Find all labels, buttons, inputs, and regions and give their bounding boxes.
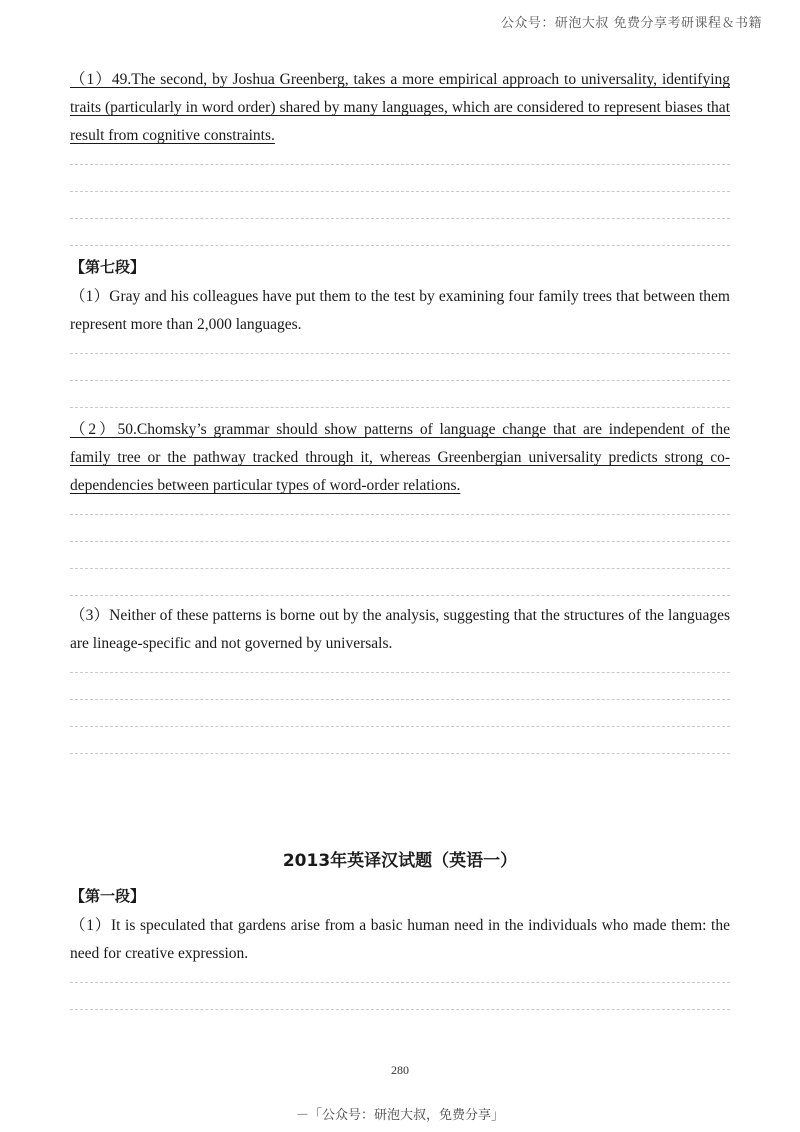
answer-line <box>70 353 730 354</box>
answer-line <box>70 191 730 192</box>
exam-title: 2013年英译汉试题（英语一） <box>282 851 518 871</box>
answer-line <box>70 1009 730 1010</box>
header-watermark: 公众号：研泡大叔 免费分享考研课程＆书籍 <box>500 16 762 31</box>
answer-line <box>70 726 730 727</box>
answer-line <box>70 407 730 408</box>
answer-lines <box>70 164 730 246</box>
paragraph-7-sentence-3: （3）Neither of these patterns is borne out by the analysis, suggesting that the structures of the languages are lineage-specific and not governed by universals. <box>70 607 730 652</box>
answer-line <box>70 595 730 596</box>
answer-line <box>70 699 730 700</box>
answer-line <box>70 218 730 219</box>
answer-lines <box>70 353 730 408</box>
answer-line <box>70 672 730 673</box>
page-content <box>70 66 730 1010</box>
page-number: 280 <box>391 1063 409 1077</box>
answer-lines <box>70 982 730 1010</box>
answer-line <box>70 568 730 569</box>
section-heading-7: 【第七段】 <box>70 258 146 276</box>
sentence-49: （1）49.The second, by Joshua Greenberg, takes a more empirical approach to universality, identifying traits (particularly in word order) shared by many languages, which are considered to represent biases that result from cognitive constraints. <box>70 71 730 144</box>
answer-lines <box>70 672 730 754</box>
answer-lines <box>70 514 730 596</box>
answer-line <box>70 245 730 246</box>
footer-watermark: －「公众号：研泡大叔，免费分享」 <box>295 1108 504 1123</box>
paragraph-1-sentence-1: （1）It is speculated that gardens arise from a basic human need in the individuals who made them: the need for creative expression. <box>70 917 730 962</box>
answer-line <box>70 514 730 515</box>
answer-line <box>70 541 730 542</box>
answer-line <box>70 164 730 165</box>
answer-line <box>70 982 730 983</box>
answer-line <box>70 753 730 754</box>
answer-line <box>70 380 730 381</box>
sentence-50: （2）50.Chomsky’s grammar should show patterns of language change that are independent of the family tree or the pathway tracked through it, whereas Greenbergian universality predicts strong co-dependencies between particular types of word-order relations. <box>70 421 730 494</box>
section-heading-1: 【第一段】 <box>70 887 146 905</box>
paragraph-7-sentence-1: （1）Gray and his colleagues have put them to the test by examining four family trees that between them represent more than 2,000 languages. <box>70 288 730 333</box>
